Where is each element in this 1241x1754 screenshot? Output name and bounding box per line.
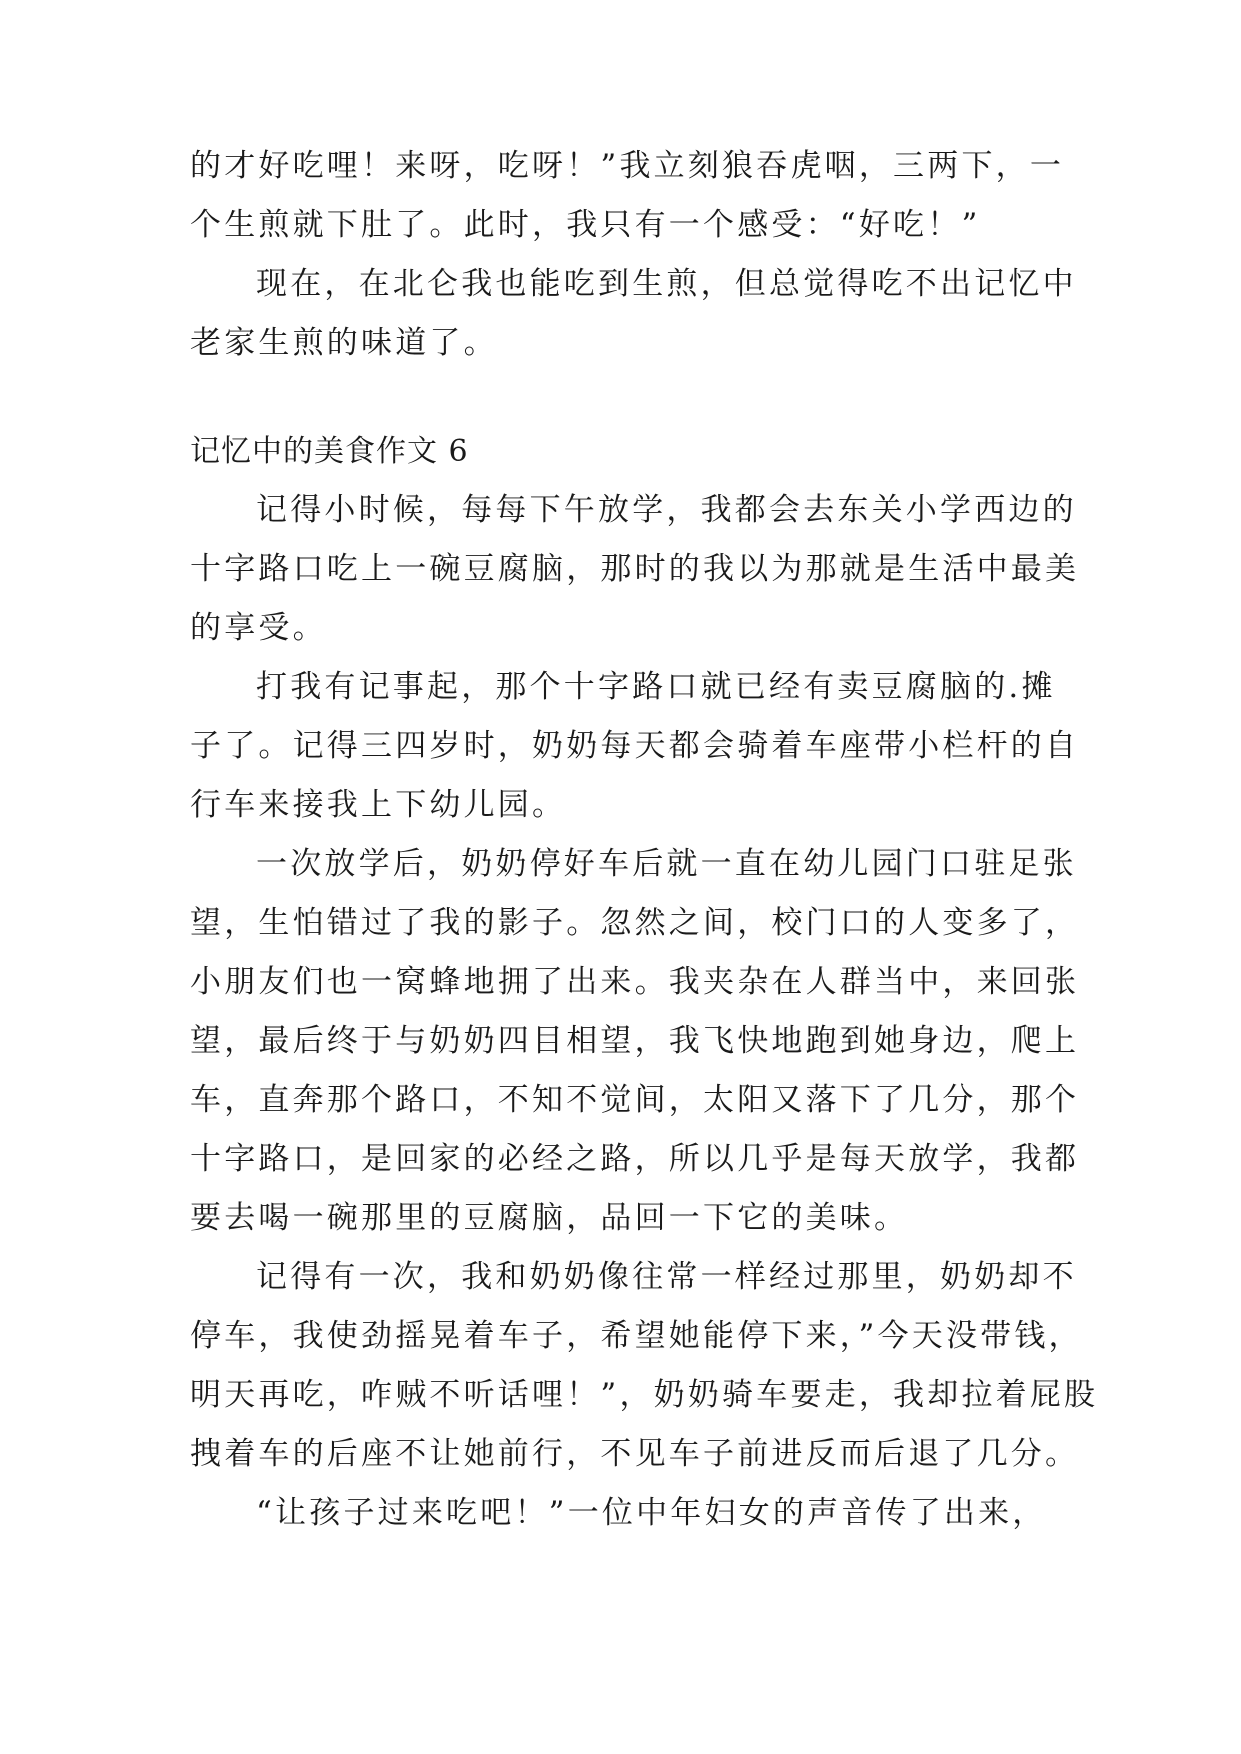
text-line: 打我有记事起，那个十字路口就已经有卖豆腐脑的.摊 bbox=[256, 669, 1056, 705]
text-line: 现在，在北仑我也能吃到生煎，但总觉得吃不出记忆中 bbox=[256, 266, 1077, 302]
text-line: “让孩子过来吃吧！”一位中年妇女的声音传了出来， bbox=[256, 1495, 1047, 1531]
text-line: 车，直奔那个路口，不知不觉间，太阳又落下了几分，那个 bbox=[190, 1082, 1080, 1118]
text-line: 记得有一次，我和奶奶像往常一样经过那里，奶奶却不 bbox=[256, 1259, 1077, 1295]
text-line: 望，生怕错过了我的影子。忽然之间，校门口的人变多了， bbox=[190, 905, 1080, 941]
paragraph bbox=[190, 1484, 1060, 1543]
text-line: 拽着车的后座不让她前行，不见车子前进反而后退了几分。 bbox=[190, 1436, 1080, 1472]
paragraph bbox=[190, 137, 1065, 255]
text-line: 的享受。 bbox=[190, 610, 327, 646]
paragraph bbox=[190, 255, 1077, 373]
text-line: 子了。记得三四岁时，奶奶每天都会骑着车座带小栏杆的自 bbox=[190, 728, 1080, 764]
text-line: 老家生煎的味道了。 bbox=[190, 325, 498, 361]
document-body bbox=[190, 137, 1099, 1543]
paragraph bbox=[190, 835, 1080, 1248]
text-line: 十字路口，是回家的必经之路，所以几乎是每天放学，我都 bbox=[190, 1141, 1080, 1177]
text-line: 个生煎就下肚了。此时，我只有一个感受：“好吃！” bbox=[190, 207, 981, 243]
text-line: 的才好吃哩！来呀，吃呀！”我立刻狼吞虎咽，三两下，一 bbox=[190, 148, 1065, 184]
text-line: 行车来接我上下幼儿园。 bbox=[190, 787, 567, 823]
text-line: 停车，我使劲摇晃着车子，希望她能停下来，”今天没带钱， bbox=[190, 1318, 1083, 1354]
text-line: 记得小时候，每每下午放学，我都会去东关小学西边的 bbox=[256, 492, 1077, 528]
text-line: 一次放学后，奶奶停好车后就一直在幼儿园门口驻足张 bbox=[256, 846, 1077, 882]
text-line: 望，最后终于与奶奶四目相望，我飞快地跑到她身边，爬上 bbox=[190, 1023, 1080, 1059]
text-line: 要去喝一碗那里的豆腐脑，品回一下它的美味。 bbox=[190, 1200, 909, 1236]
text-line: 十字路口吃上一碗豆腐脑，那时的我以为那就是生活中最美 bbox=[190, 551, 1080, 587]
section-title: 记忆中的美食作文 6 bbox=[190, 434, 469, 469]
text-line: 明天再吃，咋贼不听话哩！”，奶奶骑车要走，我却拉着屁股 bbox=[190, 1377, 1099, 1413]
section-spacer bbox=[190, 373, 1060, 422]
text-line: 小朋友们也一窝蜂地拥了出来。我夹杂在人群当中，来回张 bbox=[190, 964, 1080, 1000]
paragraph bbox=[190, 1248, 1099, 1484]
paragraph bbox=[190, 658, 1080, 835]
paragraph bbox=[190, 481, 1080, 658]
